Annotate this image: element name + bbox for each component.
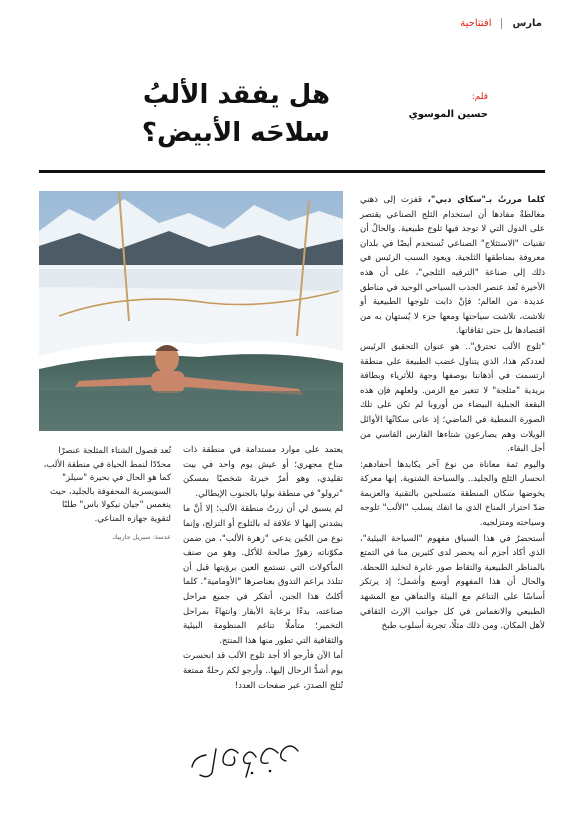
body-column-middle bbox=[183, 443, 343, 694]
paragraph bbox=[360, 193, 545, 339]
title-rule bbox=[39, 170, 545, 173]
page-header bbox=[34, 14, 542, 32]
paragraph: لم يسبق لي أن زرتُ منطقة الألب؛ إلا أنَّ ما يشدني إليها لا علاقة له بالثلوج أو التزلج، وإنما نوع من الجُبن يدعى "زهرة الألب"، من ضمن مكوّناته زهورٌ صالحة للأكل. وهو من صنف المأكولات التي تستمع العين برؤيتها قبل أن تتلذذ براعم التذوق بعناصرها "الأومامية". كلما أكلتُ هذا الجبن، أتفكر في جميع مراحل صناعته، بدءًا برعاية الأبقار وانتهاءً بمراحل التخمير؛ متأملًا تناغم المنظومة البيئية والثقافية التي تطور منها هذا المنتج. bbox=[183, 504, 343, 646]
paragraph: أستحضرُ في هذا السياق مفهوم "السياحة البيئية"، الذي أكاد أجزم أنه يحضر لدى كثيرين منا في التمتع بالمناظر الطبيعية والتقاط صور عابرة لتخليد اللحظة. والحال أن هذا المفهوم أوسع وأشمل؛ إذ يرتكز أساسًا على التناغم مع البيئة والتماهي مع المشهد الطبيعي والانغماس في كل جوانب الإرث الثقافي لأهل المكان. ومن ذلك مثلًا، تجربة أسلوب طبخ bbox=[360, 533, 545, 632]
paragraph-text: قفزت إلى ذهني مغالطةٌ مفادها أن استخدام الثلج الصناعي يقتصر على الدول التي لا توجد فيها ثلوج طبيعية. والحالُ أن تقنيات "الاستثلاج" الصناعي تُستخدم أيضًا في بلدان معروفة بمناطقها الثلجية. ويعود السبب الرئيس في ذلك إلى صناعة "الترفيه الثلجي"، على أن هذه الأخيرة تُعد عنصر الجذب السياحي الوحيد في مناطق عديدة من العالم؛ فإنْ ذابت ثلوجها الطبيعية أو تلاشت، تلاشت سياحتها ومعها جزء لا يُستهان به من اقتصادها بل حتى ثقافاتها. bbox=[360, 195, 545, 337]
body-column-right bbox=[360, 193, 545, 635]
paragraph: واليوم ثمة معاناة من نوع آخر يكابدها أحفادهم: انحسار الثلج والجليد.. والسياحة الشتوية. إنها معركة يخوضها سكان المنطقة متسلحين بالتقنية والعزيمة ضدّ احترار المناخ الذي ما انفك يسلب "الألب" ثلوجه وسياحته ومتزلجيه. bbox=[360, 459, 545, 529]
signature-icon bbox=[186, 733, 306, 783]
page-title bbox=[60, 76, 330, 152]
header-divider bbox=[501, 18, 502, 29]
byline bbox=[409, 92, 488, 121]
paragraph: "ثلوج الألب تحترق".. هو عنوان التحقيق الرئيس لعددكم هذا، الذي يتناول غضب الطبيعة على منطقة ارتسمت في أذهاننا بوصفها وجهة للأثرياء وبطاقة بريدية "مثلجة" لا تتغير مع الزمن. ولعلهم فإن هذه البقعة الجبلية البيضاء من أوروبا لم تكن على تلك الصورة النمطية في الماضي؛ إذ عانى سكانُها الأوائل الويلات وهم يصارعون شتاءها القارس القاسي من أجل البقاء. bbox=[360, 341, 545, 455]
photo-caption bbox=[39, 445, 171, 544]
caption-text: تُعد فصول الشتاء المثلجة عنصرًا محدّدًا لنمط الحياة في منطقة الألب، كما هو الحال في بحيرة "سيلز" السويسرية المحفوفة بالجليد، حيث ينغمس "جيان نيكولا باس" طلبًا لتقوية جهازه المناعي. bbox=[43, 446, 171, 524]
lead-photo bbox=[39, 191, 343, 431]
paragraph: يعتمد على موارد مستدامة في منطقة ذات مناخ مجهري؛ أو عيش يوم واحد في بيت تقليدي، وهو أمرٌ خبرتهُ شخصيًا بمسكن "ترولو" في منطقة بوليا بالجنوب الإيطالي. bbox=[183, 445, 343, 499]
paragraph: أما الآن فأرجو ألا أجد ثلوج الألب قد انحسرت يوم أشدُّ الرحال إليها.. وأرجو لكم رحلةً ممتعة تُثلج الصدرَ، عبر صفحات العدد! bbox=[183, 651, 343, 691]
title-line-2: سلاحَه الأبيض؟ bbox=[141, 118, 330, 148]
ice-bath-photo bbox=[39, 191, 343, 431]
paragraph-lead: كلما مررتُ بـ"سكاي دبي"، bbox=[427, 195, 545, 205]
title-line-1: هل يفقد الألبُ bbox=[142, 80, 330, 110]
photo-credit: عدسة: سيريل جازبيك bbox=[112, 532, 171, 541]
byline-label: قلم: bbox=[471, 92, 488, 102]
header-month: مارس bbox=[512, 17, 542, 29]
byline-author: حسين الموسوي bbox=[408, 109, 488, 120]
header-section: افتتاحية bbox=[460, 17, 492, 29]
